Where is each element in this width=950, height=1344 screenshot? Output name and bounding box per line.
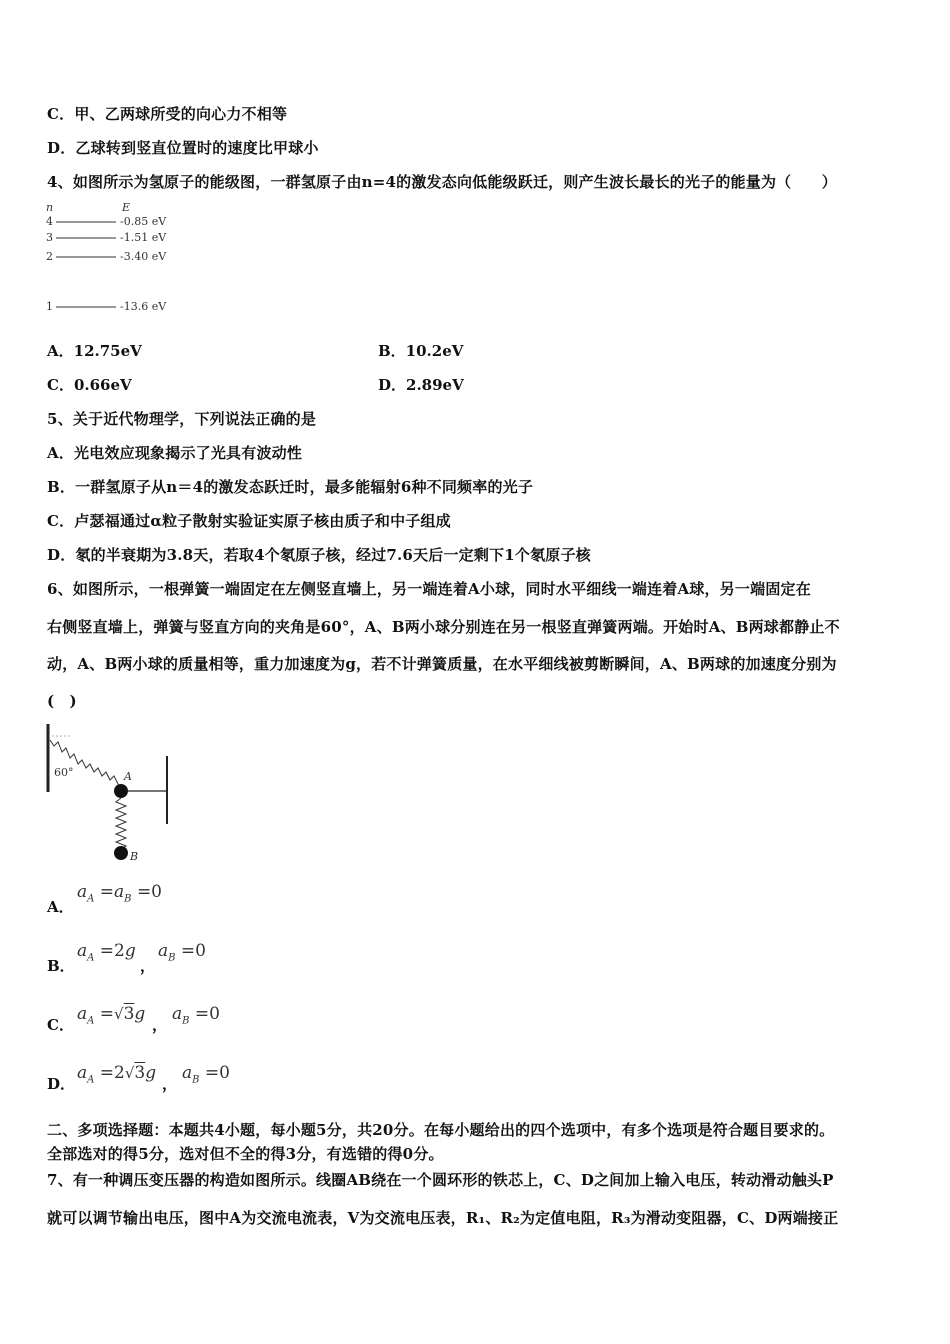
q5-option-c: C．卢瑟福通过α粒子散射实验证实原子核由质子和中子组成 — [47, 512, 451, 530]
q6-stem-line4: ( ) — [47, 692, 77, 710]
q6-option-c-label: C． — [47, 1016, 74, 1034]
q3-option-c: C．甲、乙两球所受的向心力不相等 — [47, 105, 288, 123]
q6-option-d-comma: ， — [162, 1075, 178, 1093]
level-4-n: 4 — [46, 215, 53, 228]
q6-option-b-comma: ， — [140, 957, 156, 975]
q4-option-a: A．12.75eV — [47, 342, 142, 360]
q3-option-d: D．乙球转到竖直位置时的速度比甲球小 — [47, 139, 319, 157]
level-1-n: 1 — [46, 300, 53, 313]
level-4-e: -0.85 eV — [120, 215, 167, 228]
q6-option-d-formula-2: $a_B =0$ — [182, 1063, 230, 1086]
q6-option-b-formula-2: $a_B =0$ — [158, 941, 206, 964]
level-1-e: -13.6 eV — [120, 300, 167, 313]
q5-option-b: B．一群氢原子从n＝4的激发态跃迁时，最多能辐射6种不同频率的光子 — [47, 478, 534, 496]
q6-option-c-formula-2: $a_B =0$ — [172, 1004, 220, 1027]
vertical-spring — [116, 798, 126, 849]
ball-a — [114, 784, 128, 798]
e-header: E — [122, 201, 131, 214]
q7-stem-line1: 7、有一种调压变压器的构造如图所示。线圈AB绕在一个圆环形的铁芯上，C、D之间加上输入电压，转动滑动触头P — [47, 1171, 834, 1189]
q6-option-a-label: A． — [47, 898, 74, 916]
level-2-e: -3.40 eV — [120, 250, 167, 263]
q6-stem-line3: 动，A、B两小球的质量相等，重力加速度为g，若不计弹簧质量，在水平细线被剪断瞬间，A、B两球的加速度分别为 — [47, 655, 837, 673]
level-3-e: -1.51 eV — [120, 231, 167, 244]
q5-option-d: D．氡的半衰期为3.8天，若取4个氡原子核，经过7.6天后一定剩下1个氡原子核 — [47, 546, 591, 564]
ball-a-label: A — [124, 770, 132, 783]
q4-option-b: B．10.2eV — [378, 342, 464, 360]
energy-level-diagram — [44, 198, 194, 318]
ball-b-label: B — [130, 850, 139, 863]
q6-stem-line1: 6、如图所示，一根弹簧一端固定在左侧竖直墙上，另一端连着A小球，同时水平细线一端连着A球，另一端固定在 — [47, 580, 811, 598]
spring-ball-diagram — [40, 720, 180, 868]
n-header: n — [46, 201, 54, 214]
q6-option-b-formula-1: $a_A =2g$ — [77, 941, 136, 964]
section2-heading-line2: 全部选对的得5分，选对但不全的得3分，有选错的得0分。 — [47, 1145, 444, 1163]
q6-option-c-formula-1: $a_A =√3g$ — [77, 1004, 146, 1027]
level-3-n: 3 — [46, 231, 53, 244]
q6-option-d-label: D． — [47, 1075, 76, 1093]
q6-option-d-formula-1: $a_A =2√3g$ — [77, 1063, 157, 1086]
q6-option-b-label: B． — [47, 957, 75, 975]
q4-option-c: C．0.66eV — [47, 376, 132, 394]
q5-option-a: A．光电效应现象揭示了光具有波动性 — [47, 444, 303, 462]
q6-option-a-formula: $a_A =a_B =0$ — [77, 882, 162, 905]
angle-label: 60° — [54, 766, 74, 779]
q4-stem: 4、如图所示为氢原子的能级图，一群氢原子由n=4的激发态向低能级跃迁，则产生波长最长的光子的能量为（ ） — [47, 173, 837, 191]
section2-heading-line1: 二、多项选择题：本题共4小题，每小题5分，共20分。在每小题给出的四个选项中，有多个选项是符合题目要求的。 — [47, 1121, 835, 1139]
q6-stem-line2: 右侧竖直墙上，弹簧与竖直方向的夹角是60°，A、B两小球分别连在另一根竖直弹簧两端。开始时A、B两球都静止不 — [47, 618, 840, 636]
q5-stem: 5、关于近代物理学，下列说法正确的是 — [47, 410, 317, 428]
q6-option-c-comma: ， — [152, 1016, 168, 1034]
q7-stem-line2: 就可以调节输出电压，图中A为交流电流表，V为交流电压表，R₁、R₂为定值电阻，R₃为滑动变阻器，C、D两端接正 — [47, 1209, 839, 1227]
level-2-n: 2 — [46, 250, 53, 263]
q4-option-d: D．2.89eV — [378, 376, 464, 394]
ball-b — [114, 846, 128, 860]
